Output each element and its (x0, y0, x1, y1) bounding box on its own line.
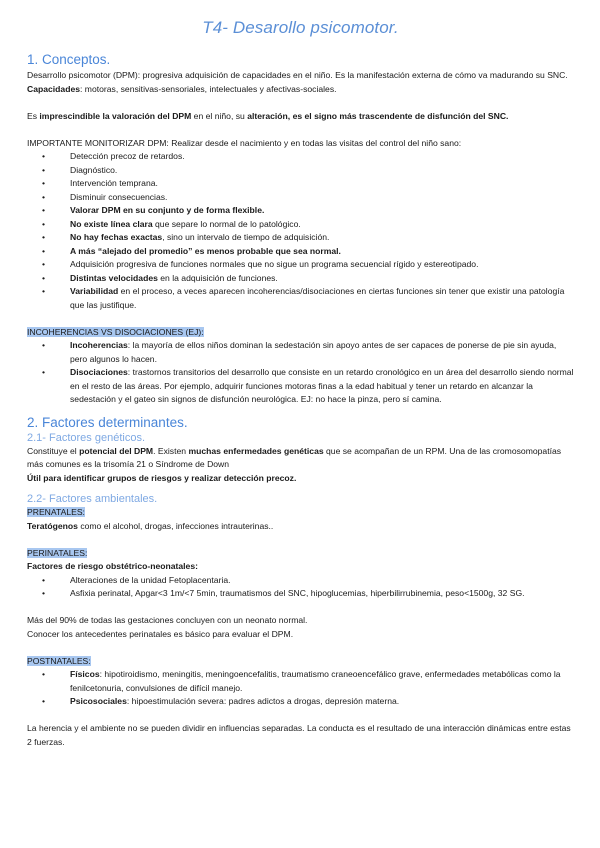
list-item: • Asfixia perinatal, Apgar<3 1m/<7 5min, traumatismos del SNC, hipoglucemias, hiperbilirrubinemia, peso<1500g, 32 SG. (27, 587, 574, 601)
list-item: • Psicosociales: hipoestimulación severa: padres adictos a drogas, depresión materna. (27, 695, 574, 709)
subsection-2-2-heading: 2.2- Factores ambientales. (27, 493, 158, 505)
prenatales-paragraph: Teratógenos como el alcohol, drogas, infecciones intrauterinas.. (27, 520, 274, 531)
postnatales-list (27, 668, 574, 709)
incoherencias-list (27, 339, 574, 407)
monitorizar-list (27, 150, 574, 312)
document-title: T4- Desarollo psicomotor. (202, 18, 399, 37)
geneticos-paragraph: Constituye el potencial del DPM. Existen muchas enfermedades genéticas que se acompañan de un RPM. Una de las cromosomopatías más comunes es la trisomía 21 o Síndrome de Down (27, 445, 562, 469)
list-item: • Variabilidad en el proceso, a veces aparecen incoherencias/disociaciones en ciertas funciones sin tener que existir una patología que las justifique. (27, 285, 574, 312)
postnatales-heading: POSTNATALES: (27, 655, 91, 666)
perinatales-list (27, 574, 574, 601)
list-item: • A más “alejado del promedio” es menos probable que sea normal. (27, 245, 574, 259)
monitorizar-paragraph: IMPORTANTE MONITORIZAR DPM: Realizar desde el nacimiento y en todas las visitas del control del niño sano: (27, 137, 462, 148)
prenatales-heading: PRENATALES: (27, 507, 85, 517)
list-item: • Adquisición progresiva de funciones normales que no sigue un programa secuencial rígido y estereotipado. (27, 258, 574, 272)
list-item: • Valorar DPM en su conjunto y de forma flexible. (27, 204, 574, 218)
perinatales-note-1: Más del 90% de todas las gestaciones concluyen con un neonato normal. (27, 615, 308, 625)
list-item: • Alteraciones de la unidad Fetoplacentaria. (27, 574, 574, 588)
list-item: • Distintas velocidades en la adquisición de funciones. (27, 272, 574, 286)
dpm-definition: Desarrollo psicomotor (DPM): progresiva adquisición de capacidades en el niño. Es la manifestación externa de cómo va madurando su SNC. (27, 70, 568, 80)
list-item: • Disociaciones: trastornos transitorios del desarrollo que consiste en un retardo cronológico en un área del desarrollo siendo normal en el resto de las áreas. Por ejemplo, adquirir funciones motoras finas a la edad habitual y tener un retardo en alcanzar la sedestación y el gateo sin signos de disfunción neurológica. EJ: no hace la pinza, pero sí camina. (27, 366, 574, 407)
geneticos-utility: Útil para identificar grupos de riesgos y realizar detección precoz. (27, 472, 297, 483)
list-item: • Detección precoz de retardos. (27, 150, 574, 164)
list-item: • No existe línea clara que separe lo normal de lo patológico. (27, 218, 574, 232)
perinatales-subheading: Factores de riesgo obstétrico-neonatales: (27, 561, 198, 571)
final-paragraph: La herencia y el ambiente no se pueden dividir en influencias separadas. La conducta es el resultado de una interacción dinámicas entre estas 2 fuerzas. (27, 723, 571, 747)
incoherencias-heading: INCOHERENCIAS VS DISOCIACIONES (EJ): (27, 326, 204, 337)
imprescindible-paragraph: Es imprescindible la valoración del DPM en el niño, su alteración, es el signo más trascendente de disfunción del SNC. (27, 110, 509, 121)
section-1-heading: 1. Conceptos. (27, 52, 111, 67)
perinatales-note-2: Conocer los antecedentes perinatales es básico para evaluar el DPM. (27, 628, 294, 639)
section-2-heading: 2. Factores determinantes. (27, 414, 188, 430)
perinatales-heading: PERINATALES: (27, 547, 88, 558)
list-item: • Incoherencias: la mayoría de ellos niños dominan la sedestación sin apoyo antes de ser capaces de ponerse de pie sin ayuda, pero algunos lo hacen. (27, 339, 574, 366)
subsection-2-1-heading: 2.1- Factores genéticos. (27, 431, 146, 444)
list-item: • Intervención temprana. (27, 177, 574, 191)
capacidades-definition: Capacidades: motoras, sensitivas-sensoriales, intelectuales y afectivas-sociales. (27, 83, 337, 94)
list-item: • Diagnóstico. (27, 164, 574, 178)
list-item: • No hay fechas exactas, sino un intervalo de tiempo de adquisición. (27, 231, 574, 245)
list-item: • Disminuir consecuencias. (27, 191, 574, 205)
list-item: • Físicos: hipotiroidismo, meningitis, meningoencefalitis, traumatismo craneoencefálico grave, enfermedades metabólicas como la fenilcetonuria, convulsiones de difícil manejo. (27, 668, 574, 695)
